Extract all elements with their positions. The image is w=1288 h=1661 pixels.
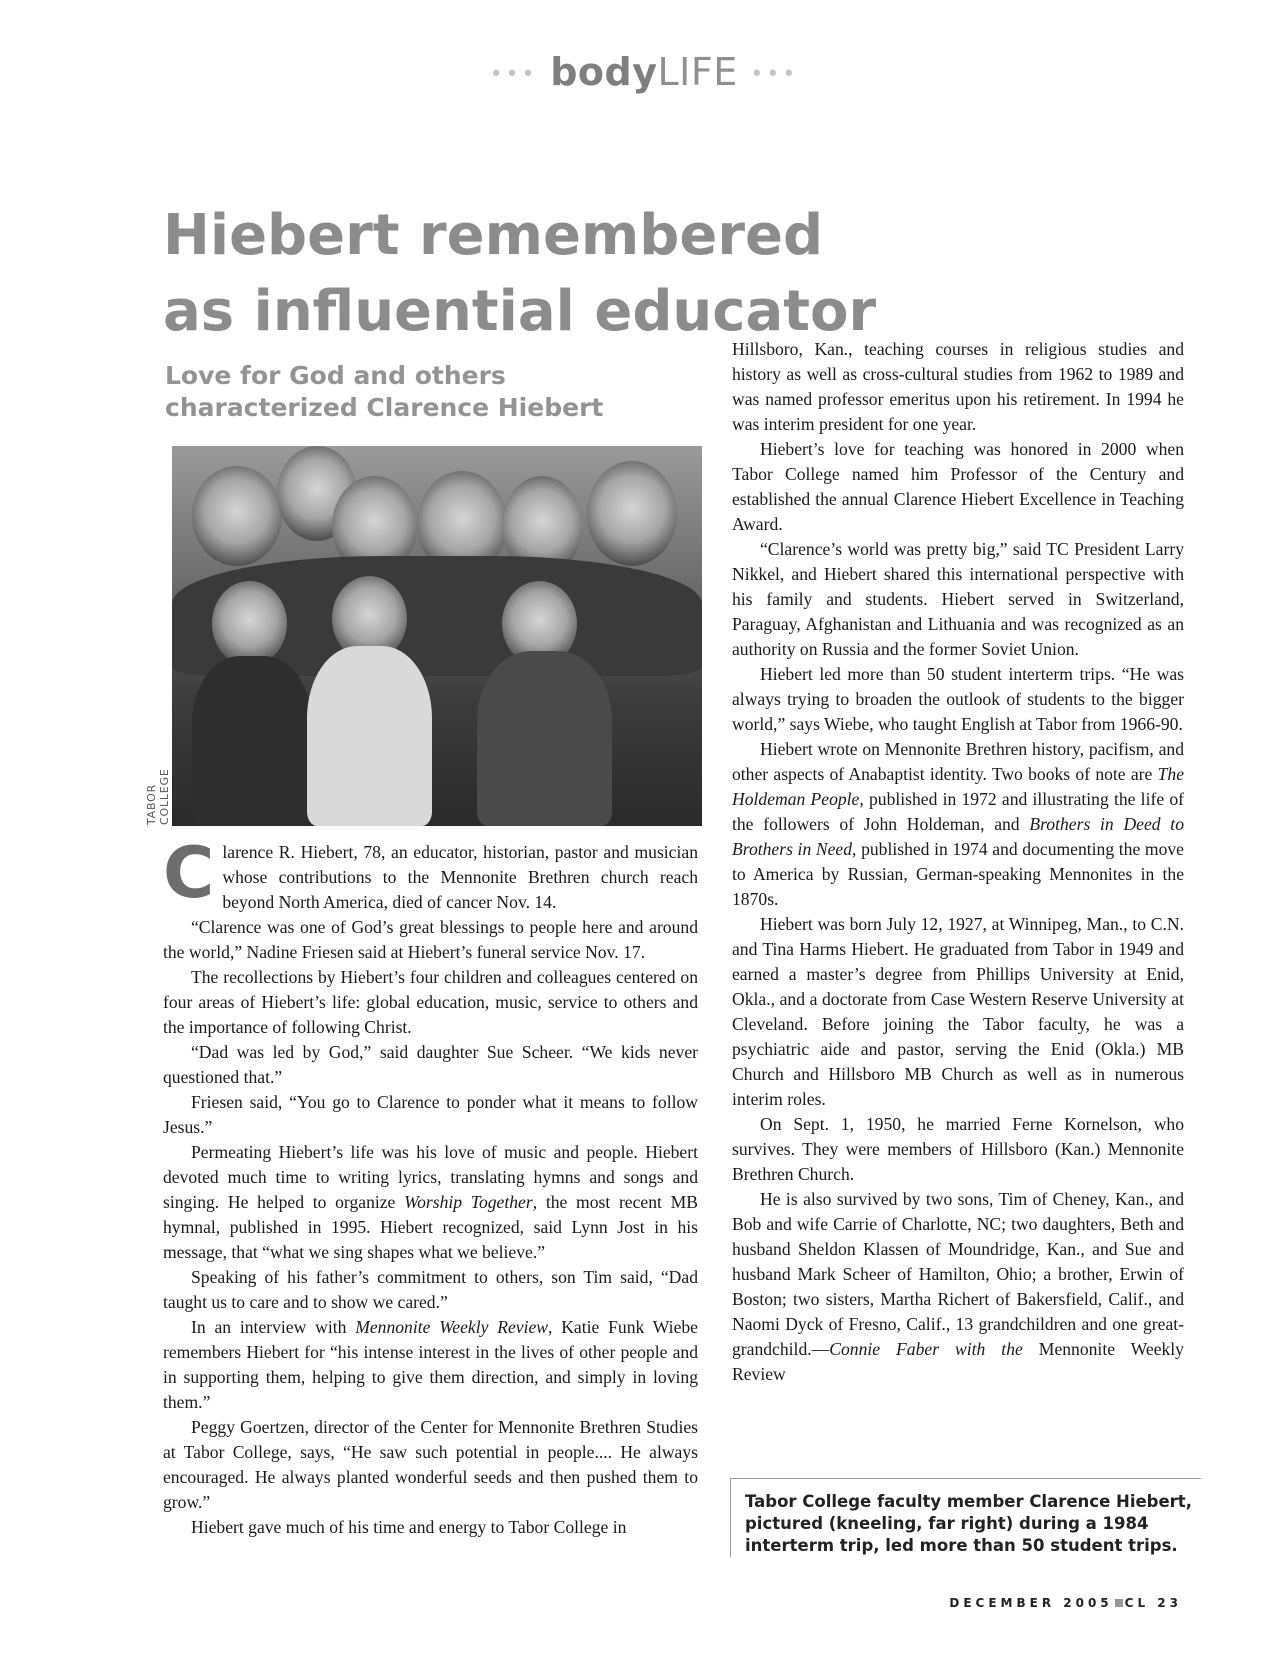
paragraph: Hiebert gave much of his time and energy to Tabor College in — [191, 1517, 627, 1537]
book-title: The Holdeman People — [732, 764, 1184, 809]
page-number: CL 23 — [1124, 1596, 1182, 1610]
book-title: Brothers in Deed to Brothers in Need — [732, 814, 1184, 859]
paragraph: “Clarence’s world was pretty big,” said TC President Larry Nikkel, and Hiebert shared this international perspective with his family and students. Hiebert served in Switzerland, Paraguay, Afghanistan and Lithuania and was recognized as an authority on Russia and the former Soviet Union. — [732, 539, 1184, 659]
header-dots-right: ••• — [750, 62, 799, 87]
paragraph-text: larence R. Hiebert, 78, an educator, historian, pastor and musician whose contributions to the Mennonite Brethren church reach beyond North America, died of cancer Nov. 14. — [222, 842, 698, 912]
paragraph: Hiebert was born July 12, 1927, at Winnipeg, Man., to C.N. and Tina Harms Hiebert. He graduated from Tabor in 1949 and earned a master’s degree from Phillips University at Enid, Okla., and a doctorate from Case Western Reserve University at Cleveland. Before joining the Tabor faculty, he was a psychiatric aide and pastor, serving the Enid (Okla.) MB Church and Hillsboro MB Church as well as in numerous interim roles. — [732, 914, 1184, 1109]
paragraph: Hillsboro, Kan., teaching courses in religious studies and history as well as cross-cultural studies from 1962 to 1989 and was named professor emeritus upon his retirement. In 1994 he was interim president for one year. — [732, 339, 1184, 434]
article-title: Hiebert remembered as influential educator — [163, 203, 877, 344]
article-subtitle: Love for God and others characterized Clarence Hiebert — [165, 361, 604, 422]
paragraph: Hiebert wrote on Mennonite Brethren history, pacifism, and other aspects of Anabaptist identity. Two books of note are The Holdeman People, published in 1972 and illustrating the life of the followers of John Holdeman, and Brothers in Deed to Brothers in Need, published in 1974 and documenting the move to America by Russian, German-speaking Mennonites in the 1870s. — [732, 739, 1184, 909]
paragraph: In an interview with Mennonite Weekly Review, Katie Funk Wiebe remembers Hiebert for “his intense interest in the lives of other people and in supporting them, helping to give them direction, and simply in loving them.” — [163, 1317, 698, 1412]
paragraph: Hiebert’s love for teaching was honored in 2000 when Tabor College named him Professor of the Century and established the annual Clarence Hiebert Excellence in Teaching Award. — [732, 439, 1184, 534]
paragraph: “Dad was led by God,” said daughter Sue Scheer. “We kids never questioned that.” — [163, 1042, 698, 1087]
page-footer — [949, 1596, 1182, 1610]
paragraph: Hiebert led more than 50 student interterm trips. “He was always trying to broaden the outlook of students to the bigger world,” says Wiebe, who taught English at Tabor from 1966-90. — [732, 664, 1184, 734]
article-left-column — [163, 832, 698, 1540]
book-title: Worship Together — [404, 1192, 533, 1212]
header-dots-left: ••• — [489, 62, 538, 87]
header-life: LIFE — [657, 50, 738, 94]
section-header — [0, 50, 1288, 94]
paragraph: Permeating Hiebert’s life was his love of music and people. Hiebert devoted much time to writing lyrics, translating hymns and songs and singing. He helped to organize Worship Together, the most recent MB hymnal, published in 1995. Hiebert recognized, said Lynn Jost in his message, that “what we sing shapes what we believe.” — [163, 1142, 698, 1262]
paragraph: Friesen said, “You go to Clarence to ponder what it means to follow Jesus.” — [163, 1092, 698, 1137]
article-right-column — [732, 337, 1184, 1387]
paragraph: Peggy Goertzen, director of the Center for Mennonite Brethren Studies at Tabor College, says, “He saw such potential in people.... He always encouraged. He always planted wonderful seeds and then pushed them to grow.” — [163, 1417, 698, 1512]
drop-cap: C — [163, 832, 215, 914]
byline: Connie Faber with the — [829, 1339, 1023, 1359]
photo-caption: Tabor College faculty member Clarence Hiebert, pictured (kneeling, far right) during a 1984 interterm trip, led more than 50 student trips. — [730, 1478, 1201, 1557]
issue-date: DECEMBER 2005 — [949, 1596, 1113, 1610]
paragraph: “Clarence was one of God’s great blessings to people here and around the world,” Nadine Friesen said at Hiebert’s funeral service Nov. 17. — [163, 917, 698, 962]
header-body: body — [550, 50, 658, 94]
paragraph: Speaking of his father’s commitment to others, son Tim said, “Dad taught us to care and to show we cared.” — [163, 1267, 698, 1312]
paragraph — [163, 832, 698, 915]
publication-title: Mennonite Weekly Review — [355, 1317, 549, 1337]
paragraph: He is also survived by two sons, Tim of Cheney, Kan., and Bob and wife Carrie of Charlotte, NC; two daughters, Beth and husband Sheldon Klassen of Moundridge, Kan., and Sue and husband Mark Scheer of Hamilton, Ohio; a brother, Erwin of Boston; two sisters, Martha Richert of Bakersfield, Calif., and Naomi Dyck of Fresno, Calif., 13 grandchildren and one great-grandchild.—Connie Faber with the Mennonite Weekly Review — [732, 1189, 1184, 1384]
paragraph: The recollections by Hiebert’s four children and colleagues centered on four areas of Hiebert’s life: global education, music, service to others and the importance of following Christ. — [163, 967, 698, 1037]
separator-square — [1115, 1599, 1123, 1607]
paragraph: On Sept. 1, 1950, he married Ferne Kornelson, who survives. They were members of Hillsboro (Kan.) Mennonite Brethren Church. — [732, 1114, 1184, 1184]
group-photo — [172, 446, 702, 826]
photo-credit: TABOR COLLEGE — [145, 768, 171, 825]
